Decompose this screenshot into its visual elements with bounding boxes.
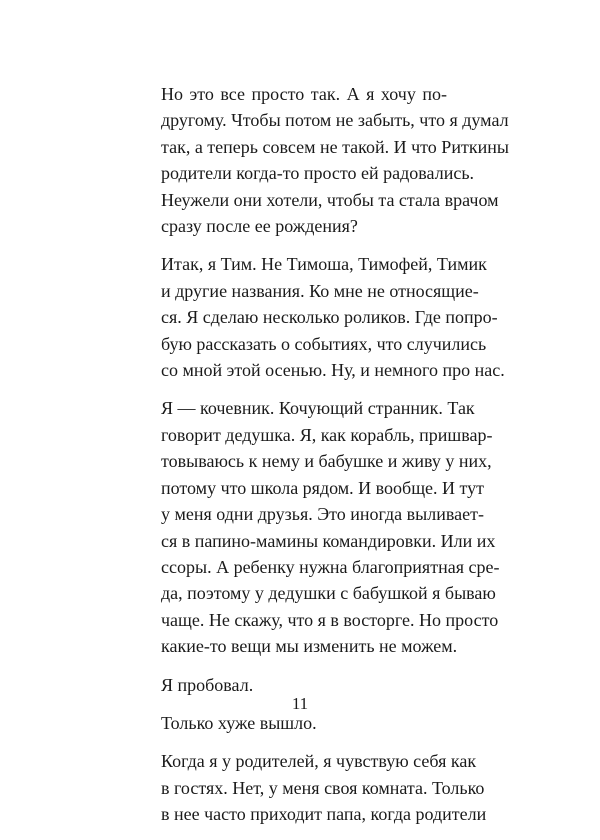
text-line: в гостях. Нет, у меня своя комната. Только [161,777,485,798]
text-line: со мной этой осенью. Ну, и немного про нас. [161,360,505,381]
text-line: чаще. Не скажу, что я в восторге. Но просто [161,609,499,630]
text-line: Итак, я Тим. Не Тимоша, Тимофей, Тимик [161,254,487,275]
body-text [145,81,509,840]
text-line: Я — кочевник. Кочующий странник. Так [161,398,475,419]
text-line: у меня одни друзья. Это иногда выливает- [161,504,484,525]
text-line: ссоры. А ребенку нужна благоприятная сре- [161,556,500,577]
page-number: 11 [291,694,309,713]
text-line: потому что школа рядом. И вообще. И тут [161,477,485,498]
text-line: ся в папино-мамины командировки. Или их [161,530,496,551]
text-line: сразу после ее рождения? [161,216,358,237]
text-line: Неужели они хотели, чтобы та стала врачом [161,189,499,210]
text-line: какие-то вещи мы изменить не можем. [161,636,458,657]
text-line: в нее часто приходит папа, когда родители [161,804,487,825]
text-line: Только хуже вышло. [161,712,317,733]
text-line: Я пробовал. [161,674,254,695]
text-line: другому. Чтобы потом не забыть, что я думал [161,110,509,131]
text-line: говорит дедушка. Я, как корабль, пришвар- [161,424,493,445]
paragraph-6 [145,748,487,827]
text-line: товываюсь к нему и бабушке и живу у них, [161,451,492,472]
text-line: да, поэтому у дедушки с бабушкой я бываю [161,583,496,604]
text-line: Когда я у родителей, я чувствую себя как [161,751,477,772]
text-line: Но это все просто так. А я хочу по- [161,84,447,104]
text-line: ся. Я сделаю несколько роликов. Где попро- [161,307,498,328]
text-line: и другие названия. Ко мне не относящие- [161,280,479,301]
paragraph-1 [145,81,509,239]
text-line: бую рассказать о событиях, что случились [161,333,487,354]
paragraph-2 [145,251,505,383]
paragraph-3 [145,395,500,659]
text-line: так, а теперь совсем не такой. И что Риткины [161,136,509,157]
text-line: родители когда-то просто ей радовались. [161,163,475,184]
